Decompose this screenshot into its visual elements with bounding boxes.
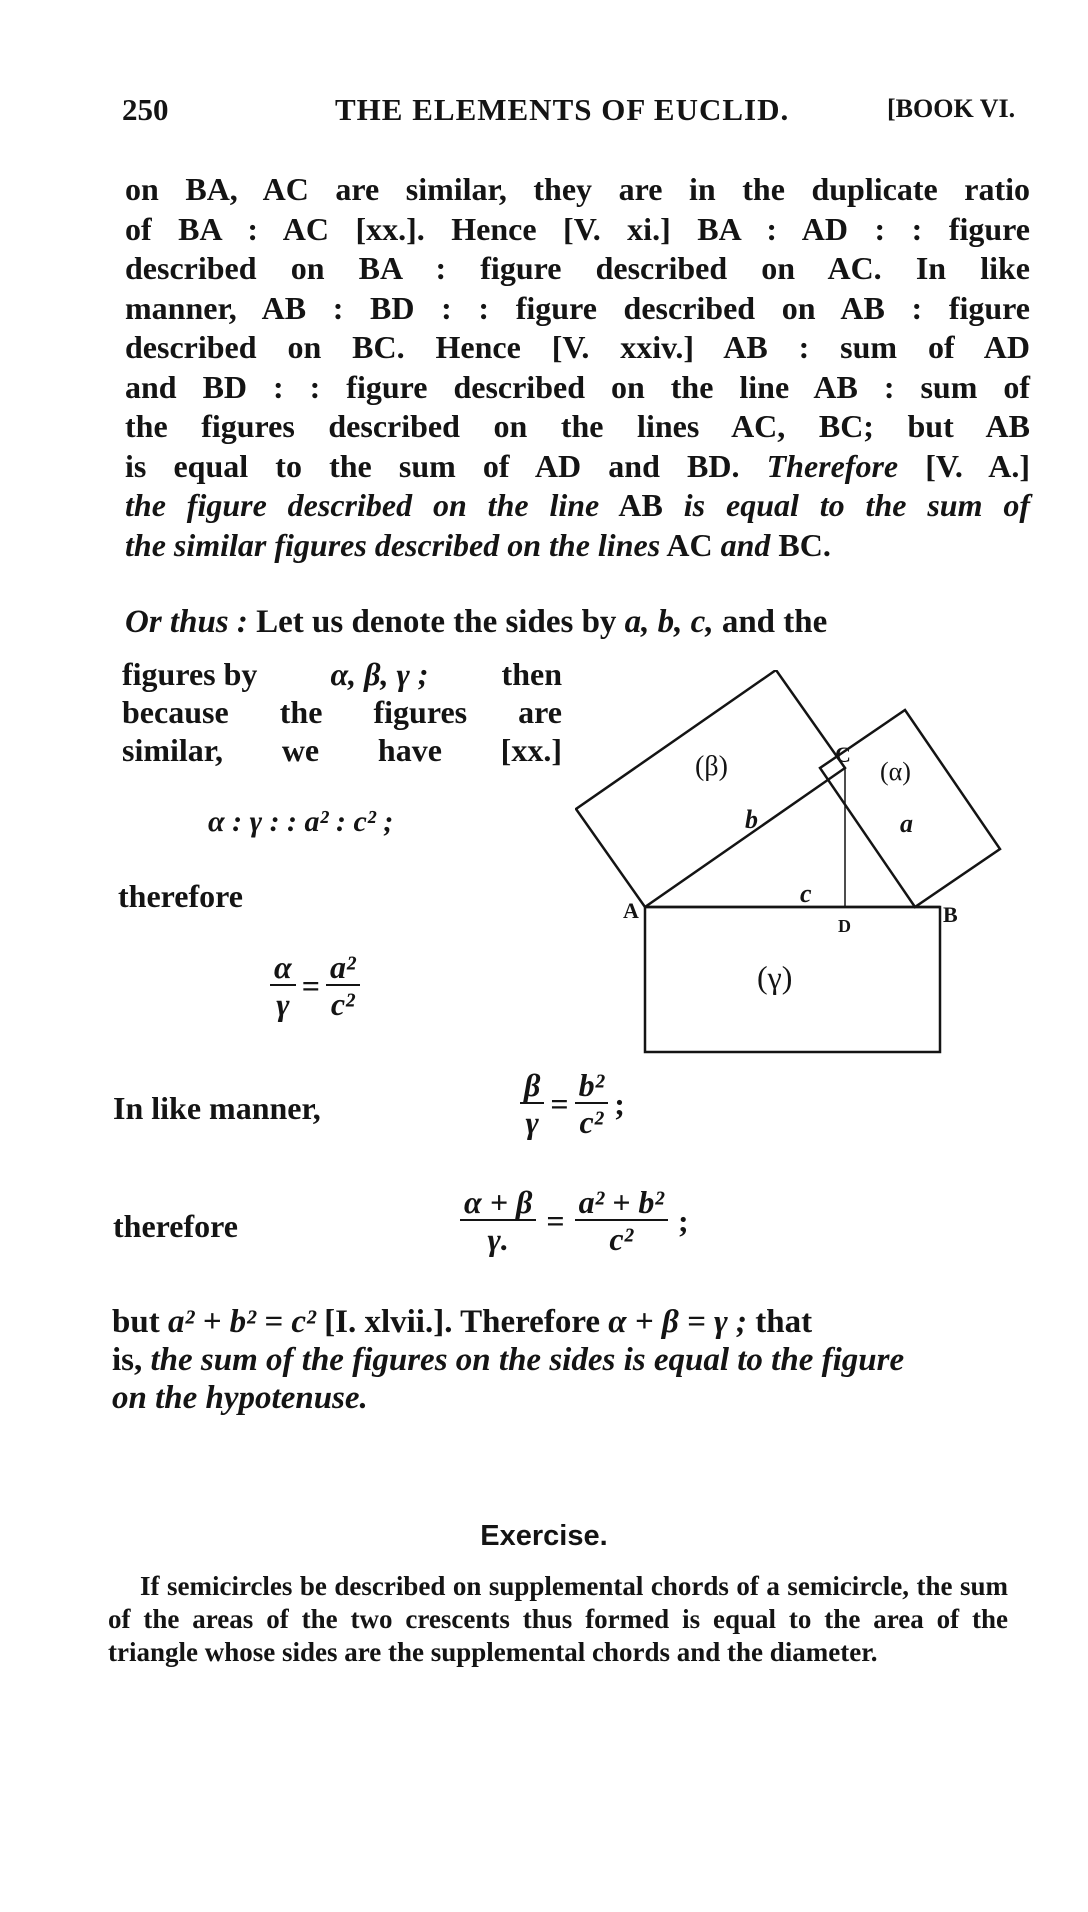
equals-sign: = xyxy=(550,1085,569,1122)
label-gamma: (γ) xyxy=(757,959,793,995)
emphasis: the sum of the figures on the sides is equal to the figure xyxy=(150,1342,905,1378)
word: that xyxy=(755,1304,813,1340)
label-B: B xyxy=(943,902,958,927)
reference: [V. A.] xyxy=(925,447,1031,484)
exercise-heading: Exercise. xyxy=(480,1520,608,1552)
emphasis: the similar figures described on the lines xyxy=(125,526,661,563)
book-label: [BOOK VI. xyxy=(887,94,1016,123)
or-thus-line xyxy=(125,602,1030,642)
line: described on BC. Hence [V. xxiv.] AB : sum of AD xyxy=(125,329,1030,365)
running-title: THE ELEMENTS OF EUCLID. xyxy=(335,92,790,127)
line: manner, AB : BD : : figure described on AB : figure xyxy=(125,289,1030,326)
exercise-text: If semicircles be described on supplemental chords of a semicircle, the sum of the areas of the two crescents thus formed is equal to the area of the triangle whose sides are the supplemental chords and the diameter. xyxy=(108,1571,1008,1667)
word: we xyxy=(281,732,320,768)
fraction: $\frac{\alpha}{\gamma}$ xyxy=(270,950,296,1022)
word: have xyxy=(377,732,442,768)
or-thus-end: and the xyxy=(721,604,828,640)
word: but xyxy=(112,1304,160,1340)
line: on BA, AC are similar, they are in the duplicate ratio xyxy=(125,171,1030,207)
emphasis: is equal to the sum of xyxy=(683,487,1031,523)
emphasis: Therefore xyxy=(766,447,899,484)
equals-sign: = xyxy=(546,1202,565,1239)
proportion-formula: α : γ : : a² : c² ; xyxy=(208,805,394,838)
word: similar, xyxy=(122,732,224,768)
word: because xyxy=(122,694,229,730)
word: then xyxy=(501,656,562,692)
equals-sign: = xyxy=(301,967,320,1004)
fraction: $\frac{\text{a² + b²}}{\text{c²}}$ xyxy=(575,1185,668,1257)
fraction: $\frac{\text{b²}}{\text{c²}}$ xyxy=(575,1068,609,1140)
page-number: 250 xyxy=(122,92,169,127)
therefore-label: therefore xyxy=(118,878,243,914)
label-b: b xyxy=(745,805,758,834)
label-A: A xyxy=(623,898,639,923)
semicolon: ; xyxy=(614,1085,625,1122)
word: is, xyxy=(112,1342,143,1378)
figure-variables: α, β, γ ; xyxy=(330,656,429,692)
line: the figures described on the lines AC, BC; but AB xyxy=(125,408,1030,444)
in-like-manner-label: In like manner, xyxy=(113,1090,321,1126)
or-thus-text: Let us denote the sides by xyxy=(256,604,617,640)
emphasis: on the hypotenuse. xyxy=(112,1380,368,1416)
word: figures xyxy=(373,694,468,730)
line: described on BA : figure described on AC. In like xyxy=(125,250,1030,286)
page-header xyxy=(122,92,1032,132)
emphasis: the figure described on the line xyxy=(125,487,600,523)
line: and BD : : figure described on the line AB : sum of xyxy=(125,368,1030,405)
line: is equal to the sum of AD and BD. xyxy=(125,447,740,484)
or-thus-lead: Or thus : xyxy=(125,604,248,640)
word: figures by xyxy=(122,656,258,692)
proof-paragraph xyxy=(125,170,1030,565)
word: the xyxy=(279,694,323,730)
line-ref: AC xyxy=(666,526,713,563)
equation-1 xyxy=(270,950,360,1022)
label-C: C xyxy=(835,742,851,767)
semicolon: ; xyxy=(677,1202,689,1239)
fraction: $\frac{\text{a²}}{\text{c²}}$ xyxy=(326,950,360,1022)
label-D: D xyxy=(838,916,851,936)
therefore-label-2: therefore xyxy=(113,1208,238,1244)
conclusion-paragraph xyxy=(112,1303,1010,1417)
line: of BA : AC [xx.]. Hence [V. xi.] BA : AD : : figure xyxy=(125,210,1030,247)
side-variables: a, b, c, xyxy=(624,604,714,640)
reference: [xx.] xyxy=(500,732,562,768)
label-c: c xyxy=(800,879,812,908)
word: Therefore xyxy=(460,1304,601,1340)
formula: a² + b² = c² xyxy=(167,1304,316,1340)
square-gamma xyxy=(645,907,940,1052)
equation-3 xyxy=(460,1185,689,1257)
reference: [I. xlvii.]. xyxy=(324,1304,453,1340)
fraction: $\frac{\alpha + \beta}{\gamma.}$ xyxy=(460,1185,536,1257)
equation-2 xyxy=(520,1068,625,1140)
word: are xyxy=(518,694,562,730)
label-alpha: (α) xyxy=(880,757,911,786)
rectangle-beta xyxy=(576,670,845,907)
emphasis: and xyxy=(720,526,771,563)
line-ref: BC. xyxy=(778,526,831,563)
line-ref: AB xyxy=(618,487,663,523)
formula: α + β = γ ; xyxy=(608,1304,748,1340)
label-a: a xyxy=(900,809,913,838)
euclid-figure xyxy=(575,670,1015,1065)
label-beta: (β) xyxy=(695,751,728,782)
fraction: $\frac{\beta}{\gamma}$ xyxy=(520,1068,544,1140)
left-column-text xyxy=(122,655,562,769)
